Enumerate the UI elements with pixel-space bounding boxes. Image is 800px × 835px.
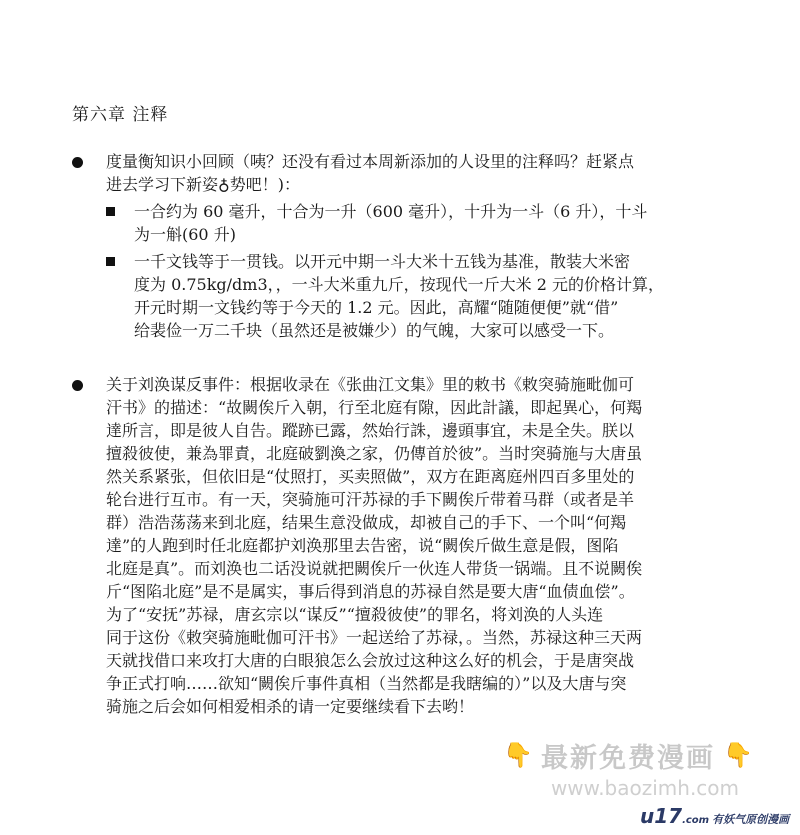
text-line: 達所言，即是彼人自告。蹤跡已露，然始行誅，邊頭事宜，未是全失。朕以 [106, 421, 635, 440]
text-line: 给裴俭一万二千块（虽然还是被嫌少）的气魄，大家可以感受一下。 [134, 321, 615, 340]
text-line: 一千文钱等于一贯钱。以开元中期一斗大米十五钱为基准，散装大米密 [134, 252, 631, 271]
square-bullet-icon [106, 207, 115, 216]
sub-item-currency [106, 250, 732, 342]
text-line: 关于刘涣谋反事件：根据收录在《张曲江文集》里的敕书《敕突骑施毗伽可 [106, 375, 635, 394]
chapter-title: 第六章 注释 [72, 105, 169, 125]
bullet-measurement [72, 150, 732, 346]
bullet-liu-huan [72, 373, 732, 718]
text-line: 達”的人跑到时任北庭都护刘涣那里去告密，说“闕俟斤做生意是假，图陷 [106, 536, 619, 555]
text-line: 汗书》的描述：“故闕俟斤入朝，行至北庭有隙，因此計議，即起異心，何羯 [106, 398, 643, 417]
pointing-hand-icon: 👇 [723, 741, 753, 769]
text-line: 轮台进行互市。有一天，突骑施可汗苏禄的手下闕俟斤带着马群（或者是羊 [106, 490, 635, 509]
square-bullet-icon [106, 257, 115, 266]
bullet-text [106, 150, 732, 196]
logo-text: u17 [640, 804, 683, 828]
text-line: 一合约为 60 毫升，十合为一升（600 毫升），十升为一斗（6 升），十斗 [134, 202, 648, 221]
watermark-title: 最新免费漫画 [541, 742, 715, 774]
text-line: 进去学习下新姿♁势吧！)： [106, 175, 300, 194]
text-line: 北庭是真”。而刘涣也二话没说就把闕俟斤一伙连人带货一锅端。且不说闕俟 [106, 559, 643, 578]
text-line: 度量衡知识小回顾（咦？还没有看过本周新添加的人设里的注释吗？赶紧点 [106, 152, 635, 171]
logo-slogan: 有妖气原创漫画 [712, 813, 790, 826]
bullet-text [106, 373, 732, 718]
sub-text [134, 200, 732, 246]
text-line: 为一斛(60 升) [134, 225, 236, 244]
logo-suffix: .com [682, 815, 710, 826]
text-line: 天就找借口来攻打大唐的白眼狼怎么会放过这种这么好的机会，于是唐突战 [106, 651, 635, 670]
bullet-dot-icon [72, 380, 83, 391]
bullet-dot-icon [72, 157, 83, 168]
watermark-url: www.baozimh.com [550, 776, 740, 800]
text-line: 同于这份《敕突骑施毗伽可汗书》一起送给了苏禄，。当然，苏禄这种三天两 [106, 628, 643, 647]
sub-item-volume [106, 200, 732, 246]
text-line: 然关系紧张，但依旧是“仗照打，买卖照做”，双方在距离庭州四百多里处的 [106, 467, 635, 486]
watermark-banner [488, 735, 768, 775]
text-line: 群）浩浩荡荡来到北庭，结果生意没做成，却被自己的手下、一个叫“何羯 [106, 513, 627, 532]
text-line: 斤“图陷北庭”是不是属实，事后得到消息的苏禄自然是要大唐“血债血偿”。 [106, 582, 635, 601]
pointing-hand-icon: 👇 [503, 741, 533, 769]
text-line: 开元时期一文钱约等于今天的 1.2 元。因此，高耀“随随便便”就“借” [134, 298, 619, 317]
text-line: 为了“安抚”苏禄，唐玄宗以“谋反”“擅殺彼使”的罪名，将刘涣的人头连 [106, 605, 604, 624]
sub-text [134, 250, 732, 342]
text-line: 争正式打响……欲知“闕俟斤事件真相（当然都是我瞎编的）”以及大唐与突 [106, 674, 627, 693]
text-line: 擅殺彼使，兼為罪責，北庭破劉渙之家，仍傳首於彼”。当时突骑施与大唐虽 [106, 444, 643, 463]
u17-logo [640, 804, 789, 828]
text-line: 骑施之后会如何相爱相杀的请一定要继续看下去哟！ [106, 697, 475, 716]
text-line: 度为 0.75kg/dm3，，一斗大米重九斤，按现代一斤大米 2 元的价格计算， [134, 275, 664, 294]
